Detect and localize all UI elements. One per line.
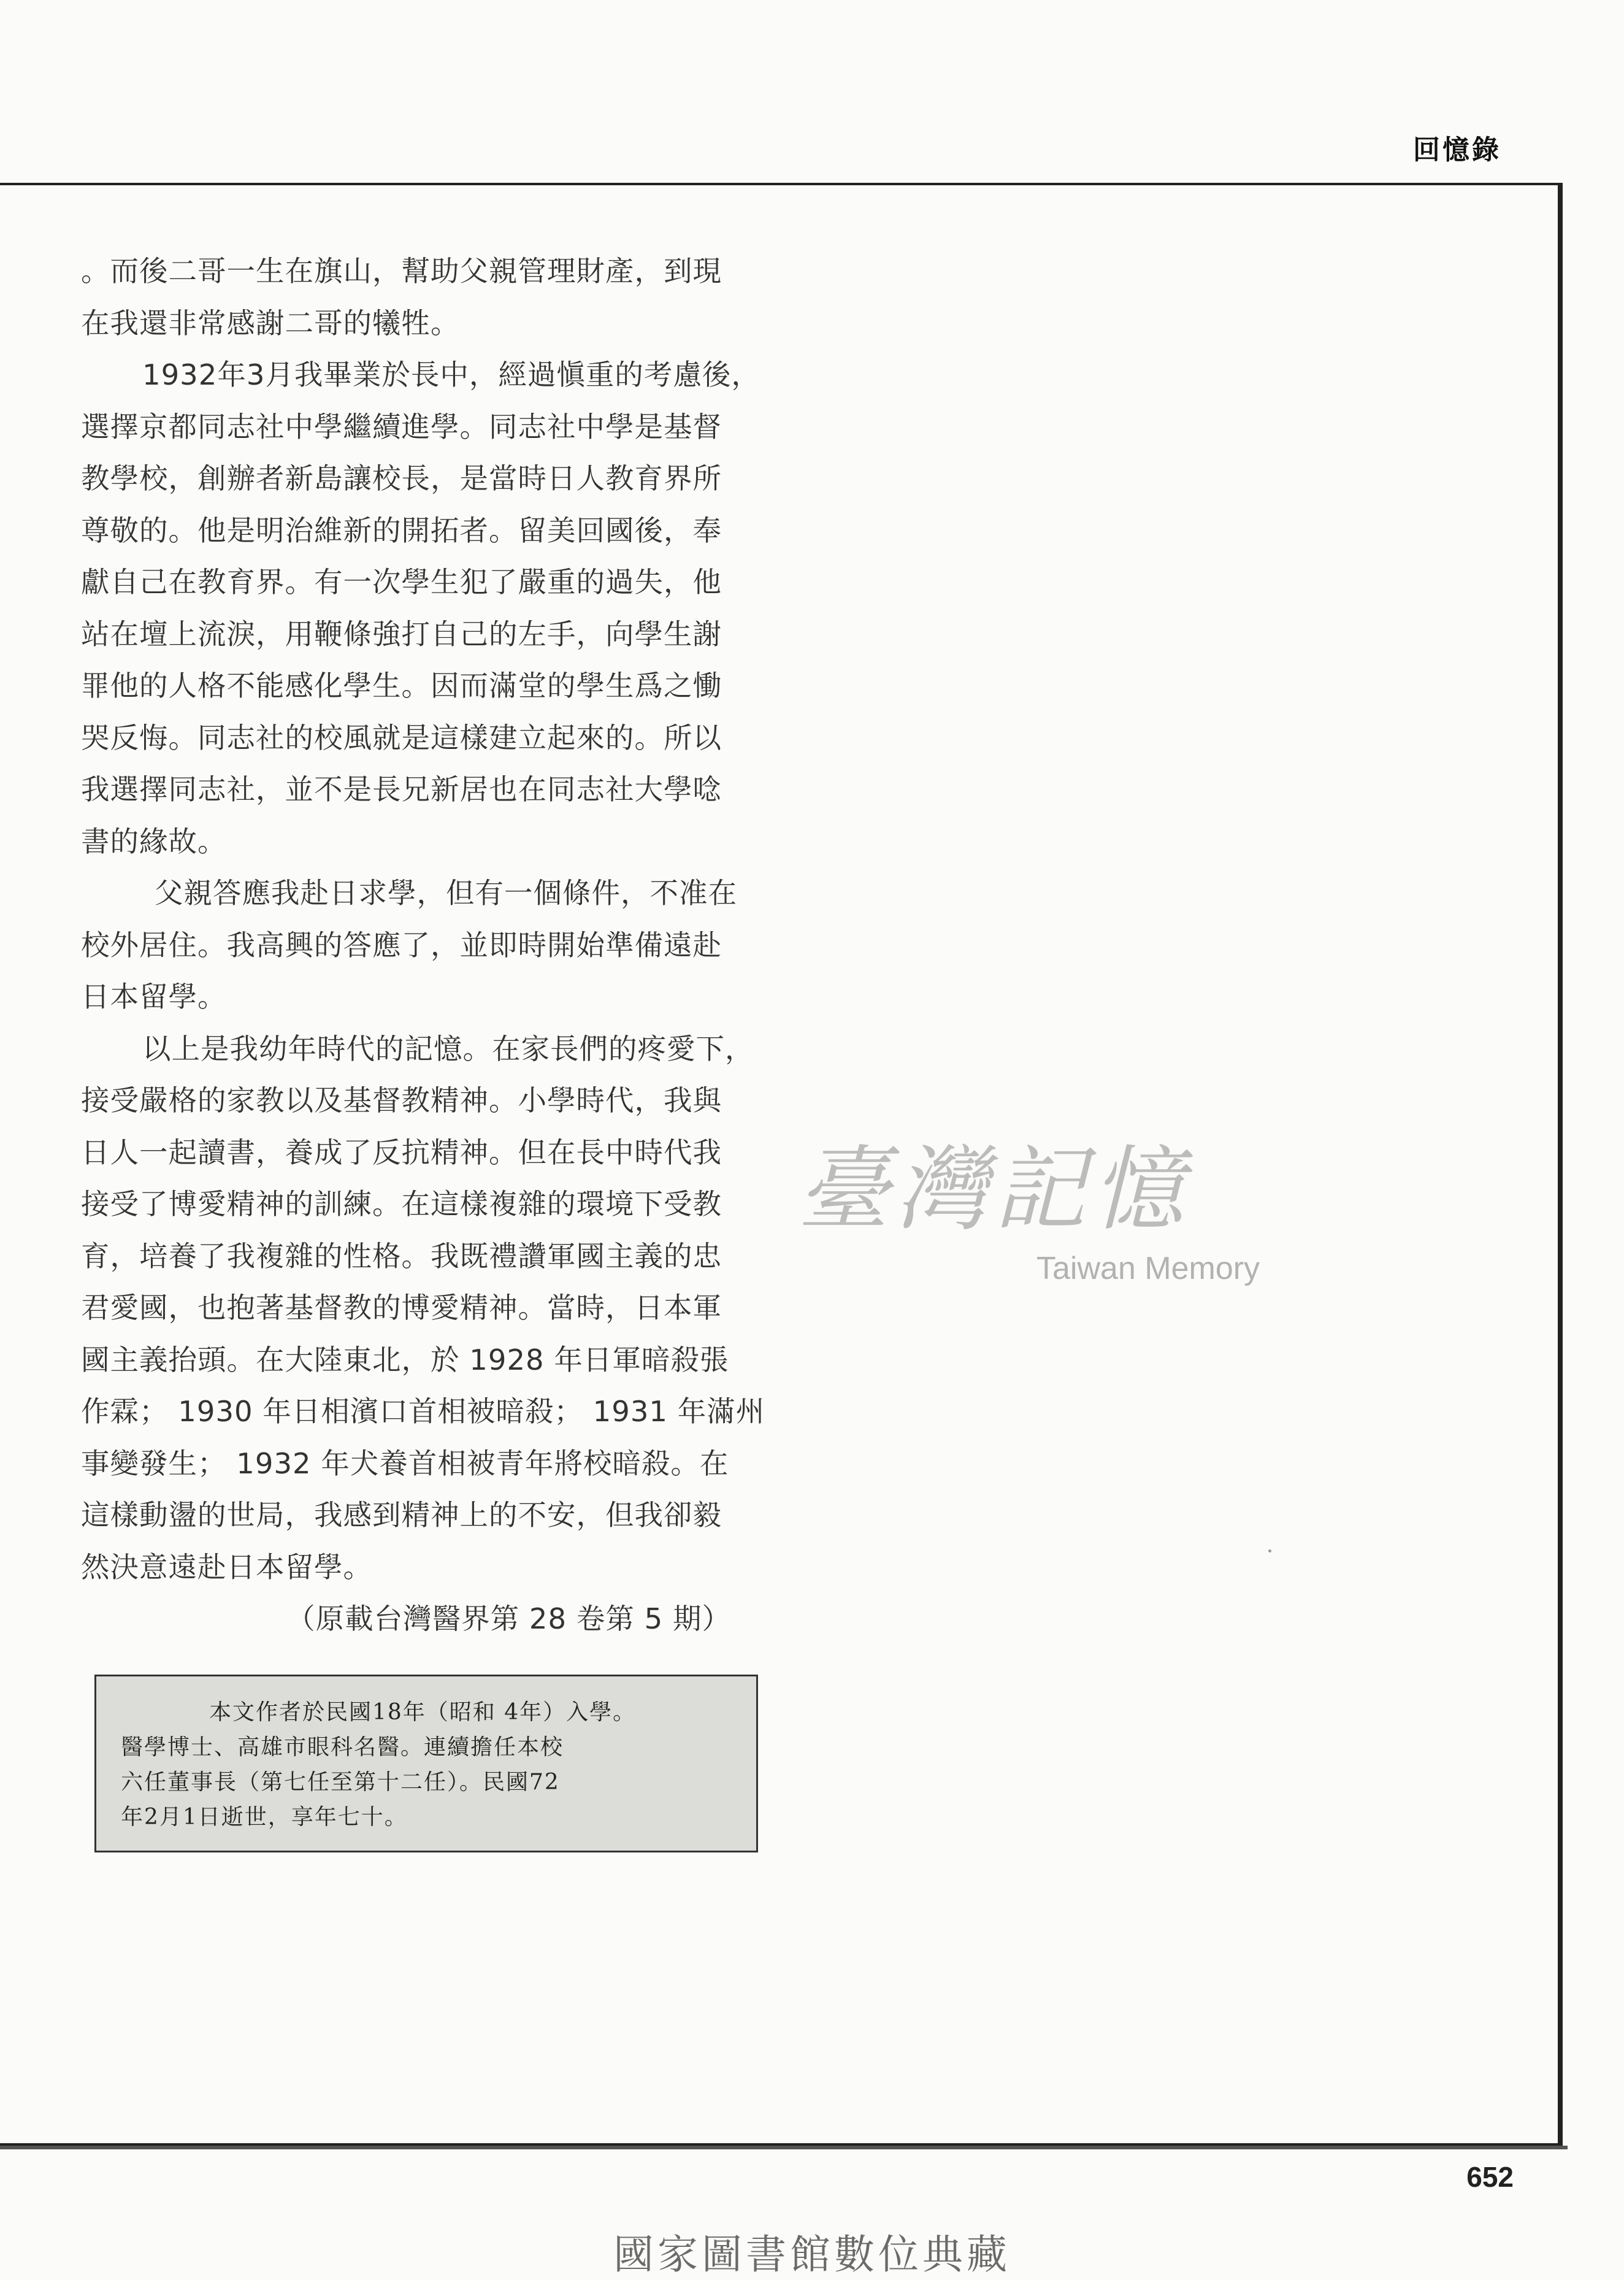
text-line: 哭反悔。同志社的校風就是這樣建立起來的。所以 [81, 721, 722, 754]
bio-line: 年2月1日逝世，享年七十。 [121, 1805, 408, 1830]
text-line: 日人一起讀書，養成了反抗精神。但在長中時代我 [81, 1135, 722, 1169]
text-line: 獻自己在教育界。有一次學生犯了嚴重的過失，他 [81, 566, 722, 599]
taiwan-memory-watermark [797, 1137, 1288, 1300]
text-line: 事變發生； 1932 年犬養首相被青年將校暗殺。在 [81, 1446, 729, 1480]
text-line: 1932年3月我畢業於長中，經過愼重的考慮後， [142, 358, 760, 391]
text-line: 接受嚴格的家教以及基督教精神。小學時代，我與 [81, 1084, 722, 1117]
text-line: 站在壇上流淚，用鞭條強打自己的左手，向學生謝 [81, 617, 722, 651]
page-frame-shadow [0, 2146, 1568, 2149]
archive-footer-text: 國家圖書館數位典藏 [613, 2231, 1011, 2278]
text-line: 君愛國，也抱著基督教的博愛精神。當時，日本軍 [81, 1291, 722, 1324]
watermark-english-text: Taiwan Memory [1036, 1251, 1260, 1286]
text-line: 在我還非常感謝二哥的犧牲。 [81, 306, 460, 340]
text-line: 育，培養了我複雜的性格。我既禮讚軍國主義的忠 [81, 1239, 722, 1273]
text-line: 然決意遠赴日本留學。 [81, 1550, 372, 1584]
text-line: 國主義抬頭。在大陸東北，於 1928 年日軍暗殺張 [81, 1343, 729, 1376]
text-line: 日本留學。 [81, 980, 227, 1013]
scan-speck [1268, 1549, 1271, 1553]
text-line: 我選擇同志社，並不是長兄新居也在同志社大學唸 [81, 773, 722, 806]
memoir-body-text [81, 245, 765, 1645]
text-line: 作霖； 1930 年日相濱口首相被暗殺； 1931 年滿州 [81, 1395, 765, 1428]
text-line: 以上是我幼年時代的記憶。在家長們的疼愛下， [142, 1032, 754, 1065]
text-line: 尊敬的。他是明治維新的開拓者。留美回國後，奉 [81, 513, 722, 547]
text-line: 校外居住。我高興的答應了，並即時開始準備遠赴 [81, 928, 722, 962]
running-header-title: 回憶錄 [1413, 134, 1501, 166]
text-line: 父親答應我赴日求學，但有一個條件，不准在 [155, 877, 737, 910]
text-line: 書的緣故。 [81, 824, 227, 858]
bio-line: 六任董事長（第七任至第十二任）。民國72 [121, 1770, 560, 1795]
watermark-chinese-text: 臺灣記憶 [797, 1137, 1190, 1243]
text-line: 罪他的人格不能感化學生。因而滿堂的學生爲之慟 [81, 669, 722, 702]
bio-line: 本文作者於民國18年（昭和 4年）入學。 [209, 1700, 637, 1725]
text-line: 。而後二哥一生在旗山，幫助父親管理財產，到現 [81, 255, 722, 288]
author-bio-box [94, 1675, 758, 1852]
text-line: 教學校，創辦者新島讓校長，是當時日人教育界所 [81, 462, 722, 495]
text-line: 這樣動盪的世局，我感到精神上的不安，但我卻毅 [81, 1499, 722, 1532]
source-citation: （原載台灣醫界第 28 卷第 5 期） [286, 1602, 731, 1635]
bio-line: 醫學博士、高雄市眼科名醫。連續擔任本校 [121, 1735, 564, 1760]
page-number: 652 [1466, 2161, 1514, 2193]
text-line: 接受了博愛精神的訓練。在這樣複雜的環境下受教 [81, 1188, 722, 1221]
text-line: 選擇京都同志社中學繼續進學。同志社中學是基督 [81, 410, 722, 443]
